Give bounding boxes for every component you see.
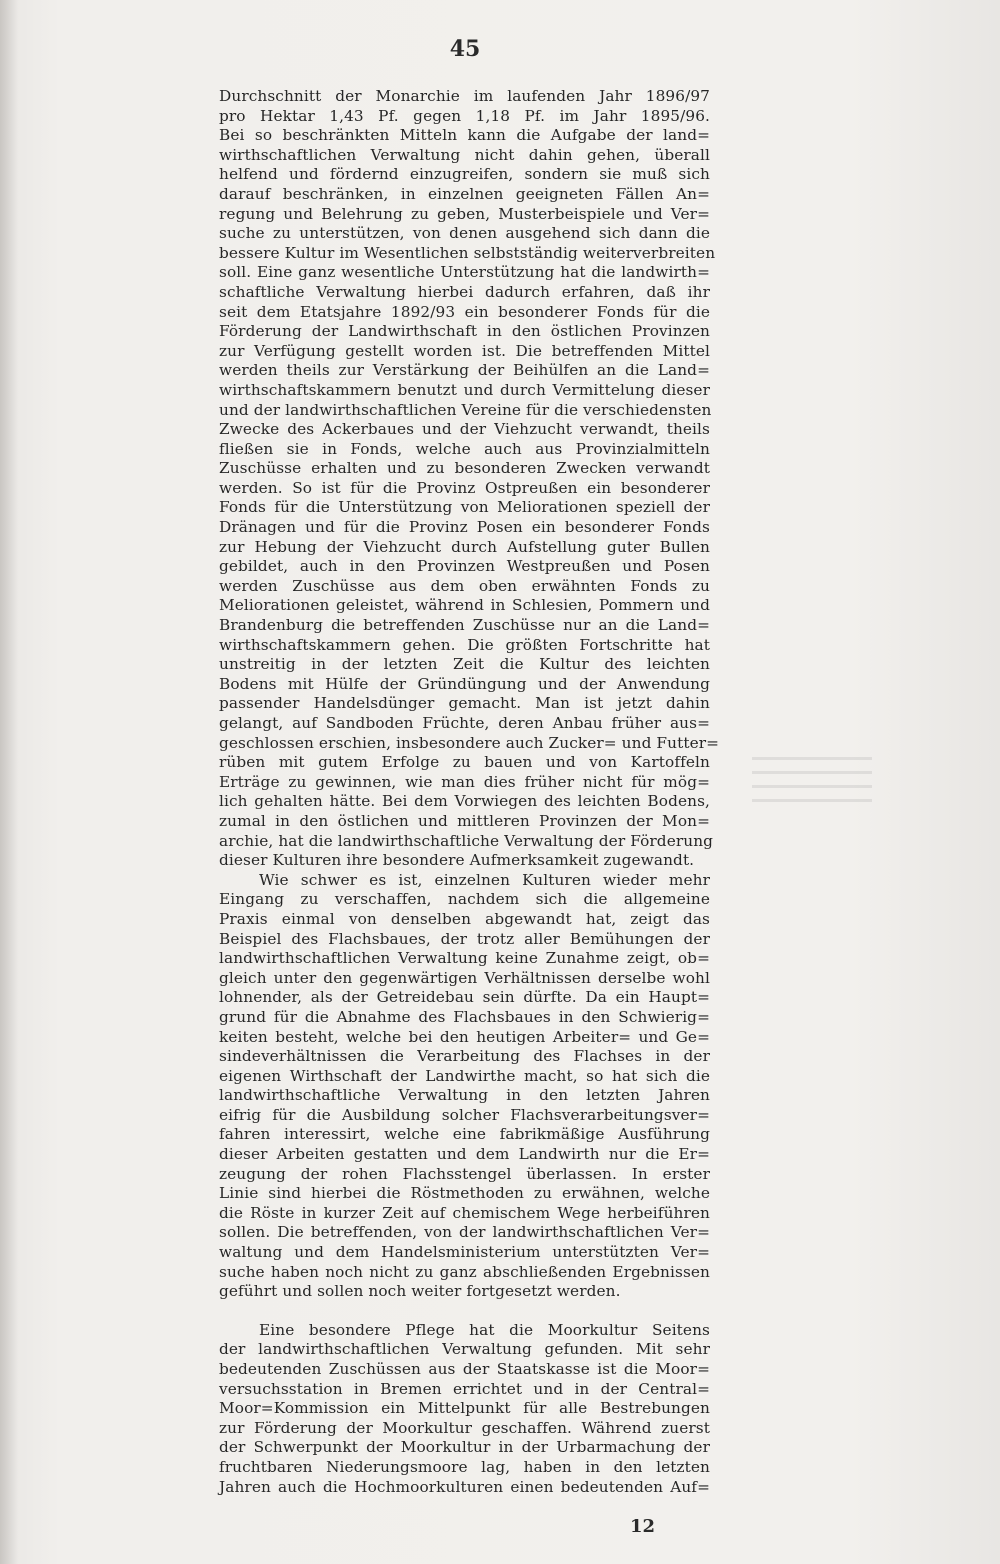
text-line: und der landwirthschaftlichen Vereine für die verschiedensten bbox=[219, 400, 712, 419]
show-through-marks bbox=[752, 752, 872, 802]
text-line: grund für die Abnahme des Flachsbaues in den Schwierig= bbox=[219, 1007, 710, 1026]
text-line: werden theils zur Verstärkung der Beihülfen an die Land= bbox=[219, 361, 710, 380]
text-line: waltung und dem Handelsministerium unterstützten Ver= bbox=[219, 1243, 710, 1262]
text-line: der landwirthschaftlichen Verwaltung gefunden. Mit sehr bbox=[219, 1340, 710, 1359]
text-line: landwirthschaftliche Verwaltung in den letzten Jahren bbox=[219, 1086, 710, 1105]
signature-mark: 12 bbox=[630, 1516, 656, 1537]
text-line: seit dem Etatsjahre 1892/93 ein besonderer Fonds für die bbox=[219, 302, 710, 321]
text-line: wirthschaftskammern gehen. Die größten Fortschritte hat bbox=[219, 635, 710, 654]
text-line: soll. Eine ganz wesentliche Unterstützung hat die landwirth= bbox=[219, 263, 710, 282]
text-line: zur Verfügung gestellt worden ist. Die betreffenden Mittel bbox=[219, 341, 710, 360]
text-line: darauf beschränken, in einzelnen geeigneten Fällen An= bbox=[219, 184, 710, 203]
text-line: eigenen Wirthschaft der Landwirthe macht, so hat sich die bbox=[219, 1066, 710, 1085]
text-line: gleich unter den gegenwärtigen Verhältnissen derselbe wohl bbox=[219, 968, 710, 987]
text-line: Fonds für die Unterstützung von Meliorationen speziell der bbox=[219, 498, 710, 517]
text-line: fruchtbaren Niederungsmoore lag, haben in den letzten bbox=[219, 1457, 710, 1476]
binding-shadow bbox=[0, 0, 18, 1564]
text-line: fließen sie in Fonds, welche auch aus Provinzialmitteln bbox=[219, 439, 710, 458]
text-line: Linie sind hierbei die Röstmethoden zu erwähnen, welche bbox=[219, 1184, 710, 1203]
text-line: fahren interessirt, welche eine fabrikmäßige Ausführung bbox=[219, 1125, 710, 1144]
text-line: regung und Belehrung zu geben, Musterbeispiele und Ver= bbox=[219, 204, 710, 223]
paragraph-spacer bbox=[219, 1302, 710, 1321]
text-line: archie, hat die landwirthschaftliche Verwaltung der Förderung bbox=[219, 831, 714, 850]
text-line: Bodens mit Hülfe der Gründüngung und der Anwendung bbox=[219, 674, 710, 693]
text-line: eifrig für die Ausbildung solcher Flachsverarbeitungsver= bbox=[219, 1105, 710, 1124]
paragraph-2 bbox=[219, 871, 710, 1302]
text-line: Brandenburg die betreffenden Zuschüsse nur an die Land= bbox=[219, 616, 710, 635]
text-line: Durchschnitt der Monarchie im laufenden Jahr 1896/97 bbox=[219, 87, 710, 105]
text-line: lich gehalten hätte. Bei dem Vorwiegen des leichten Bodens, bbox=[219, 792, 710, 811]
text-line: zumal in den östlichen und mittleren Provinzen der Mon= bbox=[219, 811, 710, 830]
text-line: zur Hebung der Viehzucht durch Aufstellung guter Bullen bbox=[219, 537, 710, 556]
text-line: passender Handelsdünger gemacht. Man ist jetzt dahin bbox=[219, 694, 710, 713]
text-line: der Schwerpunkt der Moorkultur in der Urbarmachung der bbox=[219, 1438, 710, 1457]
text-line: zeugung der rohen Flachsstengel überlassen. In erster bbox=[219, 1164, 710, 1183]
body-text bbox=[219, 87, 720, 1497]
text-line: Eingang zu verschaffen, nachdem sich die allgemeine bbox=[219, 890, 710, 909]
text-line: geschlossen erschien, insbesondere auch Zucker= und Futter= bbox=[219, 733, 720, 752]
text-line: Dränagen und für die Provinz Posen ein besonderer Fonds bbox=[219, 518, 710, 537]
text-line: bedeutenden Zuschüssen aus der Staatskasse ist die Moor= bbox=[219, 1360, 710, 1378]
paragraph-3 bbox=[219, 1321, 710, 1497]
text-line: Zuschüsse erhalten und zu besonderen Zwecken verwandt bbox=[219, 459, 710, 478]
text-line: rüben mit gutem Erfolge zu bauen und von Kartoffeln bbox=[219, 753, 710, 772]
text-line: Moor=Kommission ein Mittelpunkt für alle Bestrebungen bbox=[219, 1399, 710, 1418]
text-line: wirthschaftskammern benutzt und durch Vermittelung dieser bbox=[219, 380, 710, 399]
text-line: landwirthschaftlichen Verwaltung keine Zunahme zeigt, ob= bbox=[219, 949, 710, 968]
text-line: Meliorationen geleistet, während in Schlesien, Pommern und bbox=[219, 596, 710, 615]
text-line: dieser Arbeiten gestatten und dem Landwirth nur die Er= bbox=[219, 1145, 710, 1164]
text-line: unstreitig in der letzten Zeit die Kultur des leichten bbox=[219, 655, 710, 674]
page-number: 45 bbox=[449, 36, 481, 62]
text-line: keiten besteht, welche bei den heutigen Arbeiter= und Ge= bbox=[219, 1027, 710, 1046]
text-line: lohnender, als der Getreidebau sein dürfte. Da ein Haupt= bbox=[219, 988, 710, 1007]
text-line: gelangt, auf Sandboden Früchte, deren Anbau früher aus= bbox=[219, 714, 710, 732]
text-line: die Röste in kurzer Zeit auf chemischem Wege herbeiführen bbox=[219, 1203, 710, 1222]
text-line: werden. So ist für die Provinz Ostpreußen ein besonderer bbox=[219, 478, 710, 497]
text-line: suche zu unterstützen, von denen ausgehend sich dann die bbox=[219, 224, 710, 243]
text-line: zur Förderung der Moorkultur geschaffen. Während zuerst bbox=[219, 1418, 710, 1437]
text-line: geführt und sollen noch weiter fortgesetzt werden. bbox=[219, 1282, 621, 1301]
text-line: Wie schwer es ist, einzelnen Kulturen wieder mehr bbox=[259, 870, 710, 889]
text-line: Erträge zu gewinnen, wie man dies früher nicht für mög= bbox=[219, 772, 710, 791]
text-line: sindeverhältnissen die Verarbeitung des Flachses in der bbox=[219, 1047, 710, 1066]
text-line: wirthschaftlichen Verwaltung nicht dahin gehen, überall bbox=[219, 145, 710, 164]
text-line: suche haben noch nicht zu ganz abschließenden Ergebnissen bbox=[219, 1262, 710, 1281]
text-line: Förderung der Landwirthschaft in den östlichen Provinzen bbox=[219, 322, 710, 341]
text-line: werden Zuschüsse aus dem oben erwähnten Fonds zu bbox=[219, 576, 710, 595]
text-line: bessere Kultur im Wesentlichen selbstständig weiterverbreiten bbox=[219, 243, 716, 262]
text-line: Zwecke des Ackerbaues und der Viehzucht verwandt, theils bbox=[219, 420, 710, 439]
paragraph-1 bbox=[219, 87, 720, 871]
text-line: Praxis einmal von denselben abgewandt hat, zeigt das bbox=[219, 909, 710, 928]
text-line: pro Hektar 1,43 Pf. gegen 1,18 Pf. im Jahr 1895/96. bbox=[219, 106, 710, 125]
text-line: dieser Kulturen ihre besondere Aufmerksamkeit zugewandt. bbox=[219, 851, 695, 870]
text-line: schaftliche Verwaltung hierbei dadurch erfahren, daß ihr bbox=[219, 282, 710, 301]
text-line: Bei so beschränkten Mitteln kann die Aufgabe der land= bbox=[219, 126, 710, 145]
text-line: Jahren auch die Hochmoorkulturen einen bedeutenden Auf= bbox=[219, 1477, 710, 1496]
text-line: Eine besondere Pflege hat die Moorkultur Seitens bbox=[259, 1320, 710, 1339]
text-line: gebildet, auch in den Provinzen Westpreußen und Posen bbox=[219, 557, 710, 576]
text-line: versuchsstation in Bremen errichtet und in der Central= bbox=[219, 1379, 710, 1398]
text-line: helfend und fördernd einzugreifen, sondern sie muß sich bbox=[219, 165, 710, 184]
text-line: Beispiel des Flachsbaues, der trotz aller Bemühungen der bbox=[219, 929, 710, 948]
text-line: sollen. Die betreffenden, von der landwirthschaftlichen Ver= bbox=[219, 1223, 710, 1242]
